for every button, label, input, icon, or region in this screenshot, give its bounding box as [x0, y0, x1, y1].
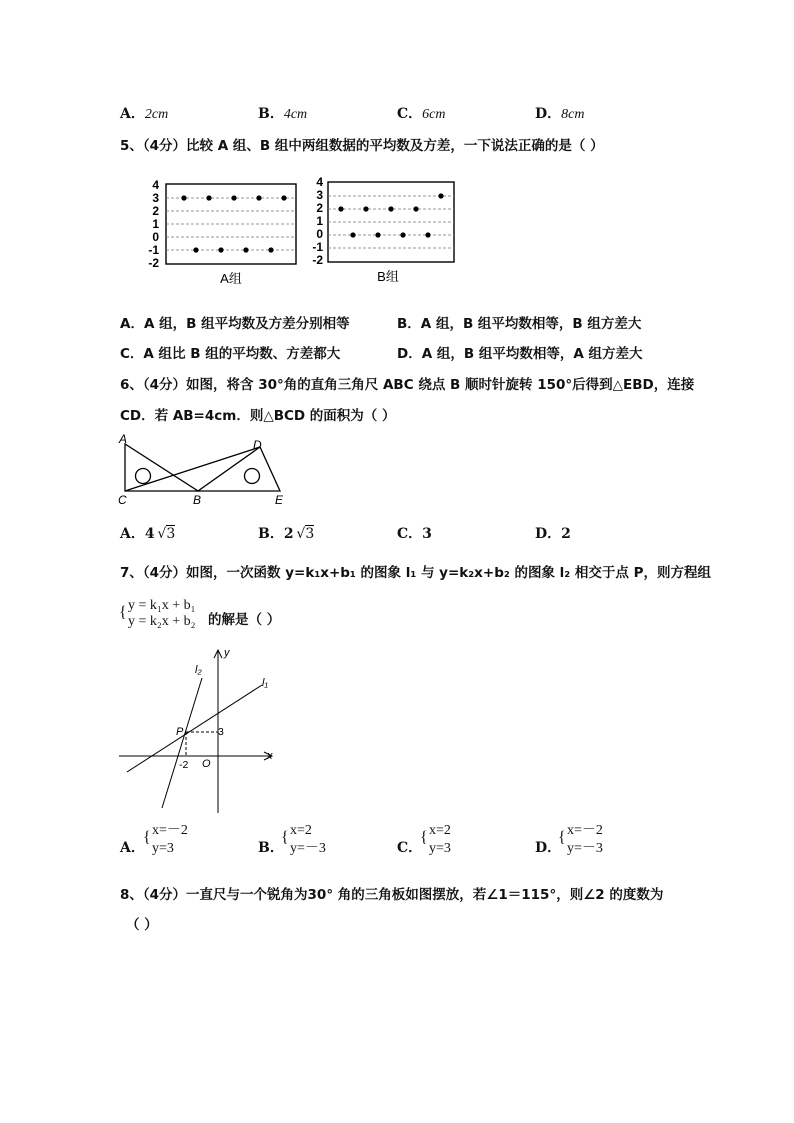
x-value-minus2: -2 [179, 759, 189, 771]
group-a-label: A组 [220, 271, 242, 286]
triangle-ebd-hole [245, 469, 260, 484]
q5-option-b: B．A 组，B 组平均数相等，B 组方差大 [397, 316, 642, 332]
line-l2 [162, 678, 202, 808]
group-b-points [338, 193, 443, 237]
q8-stem-line2: （ ） [126, 917, 158, 933]
point-d-label: D [253, 438, 262, 452]
tick-2: 2 [152, 204, 159, 218]
x-axis-label: x [267, 750, 273, 762]
q5-figure [140, 172, 470, 290]
svg-text:4: 4 [316, 175, 323, 189]
q4-option-d: D．8cm [535, 106, 585, 122]
q6-option-c: C．3 [397, 526, 432, 542]
tick-neg2: -2 [148, 256, 159, 270]
q7-system-line2: y = k₂x + b₂ [128, 614, 196, 629]
q4-option-c: C．6cm [397, 106, 446, 122]
q4-option-b: B．4cm [258, 106, 308, 122]
q5-option-c: C．A 组比 B 组的平均数、方差都大 [120, 346, 341, 362]
tick-neg1: -1 [148, 243, 159, 257]
q5-stem: 5、（4分）比较 A 组、B 组中两组数据的平均数及方差，一下说法正确的是（ ） [120, 138, 604, 154]
line-l1 [127, 685, 262, 772]
svg-text:3: 3 [316, 188, 323, 202]
q6-option-a: A．4 √3 [120, 526, 176, 542]
q7-option-b-system: { x=2 y=－3 [281, 823, 326, 856]
q7-option-c-system: { x=2 y=3 [420, 823, 451, 856]
q7-option-a-system: { x=－2 y=3 [143, 823, 188, 856]
group-b-label: B组 [377, 269, 399, 284]
triangle-abc [125, 444, 198, 491]
l2-label: l₂ [195, 664, 202, 676]
q7-option-c: C． [397, 840, 423, 856]
svg-text:1: 1 [316, 214, 323, 228]
q7-stem: 7、（4分）如图，一次函数 y=k₁x+b₁ 的图象 l₁ 与 y=k₂x+b₂ 的图象 l₂ 相交于点 P，则方程组 [120, 565, 712, 581]
point-a-label: A [119, 432, 128, 446]
q6-option-b: B．2 √3 [258, 526, 315, 542]
q6-stem-line2: CD．若 AB=4cm．则△BCD 的面积为（ ） [120, 408, 396, 424]
point-b-label: B [193, 493, 202, 507]
q7-system [119, 598, 196, 630]
q8-stem: 8、（4分）一直尺与一个锐角为30° 角的三角板如图摆放，若∠1＝115°，则∠2 的度数为 [120, 887, 664, 903]
group-b-axis [312, 175, 323, 267]
point-p-label: P [176, 726, 184, 738]
group-a-axis [148, 178, 159, 270]
q5-option-a: A．A 组，B 组平均数及方差分别相等 [120, 316, 350, 332]
y-axis-label: y [224, 647, 230, 659]
origin-label: O [202, 758, 211, 770]
q7-graph [115, 645, 280, 815]
q7-option-a: A． [120, 840, 145, 856]
q6-figure [115, 430, 290, 508]
l1-label: l₁ [262, 677, 268, 689]
svg-text:-1: -1 [312, 240, 323, 254]
tick-3: 3 [152, 191, 159, 205]
y-value-3: 3 [218, 726, 224, 738]
tick-1: 1 [152, 217, 159, 231]
group-b-gridlines [328, 196, 454, 248]
q7-option-b: B． [258, 840, 284, 856]
q7-stem-tail: 的解是（ ） [208, 612, 281, 628]
q7-option-d: D． [535, 840, 562, 856]
tick-4: 4 [152, 178, 159, 192]
point-c-label: C [118, 493, 127, 507]
triangle-abc-hole [136, 469, 151, 484]
svg-text:2: 2 [316, 201, 323, 215]
q4-option-a: A．2cm [120, 106, 169, 122]
tick-0: 0 [152, 230, 159, 244]
point-e-label: E [275, 493, 284, 507]
svg-text:-2: -2 [312, 253, 323, 267]
q7-option-d-system: { x=－2 y=－3 [558, 823, 603, 856]
q6-stem-line1: 6、（4分）如图，将含 30°角的直角三角尺 ABC 绕点 B 顺时针旋转 150°后得到△EBD，连接 [120, 377, 695, 393]
q5-option-d: D．A 组，B 组平均数相等，A 组方差大 [397, 346, 643, 362]
q7-system-line1: y = k₁x + b₁ [128, 598, 196, 613]
group-a-gridlines [166, 198, 296, 250]
brace-icon: { [119, 604, 127, 621]
q6-option-d: D．2 [535, 526, 571, 542]
svg-text:0: 0 [316, 227, 323, 241]
